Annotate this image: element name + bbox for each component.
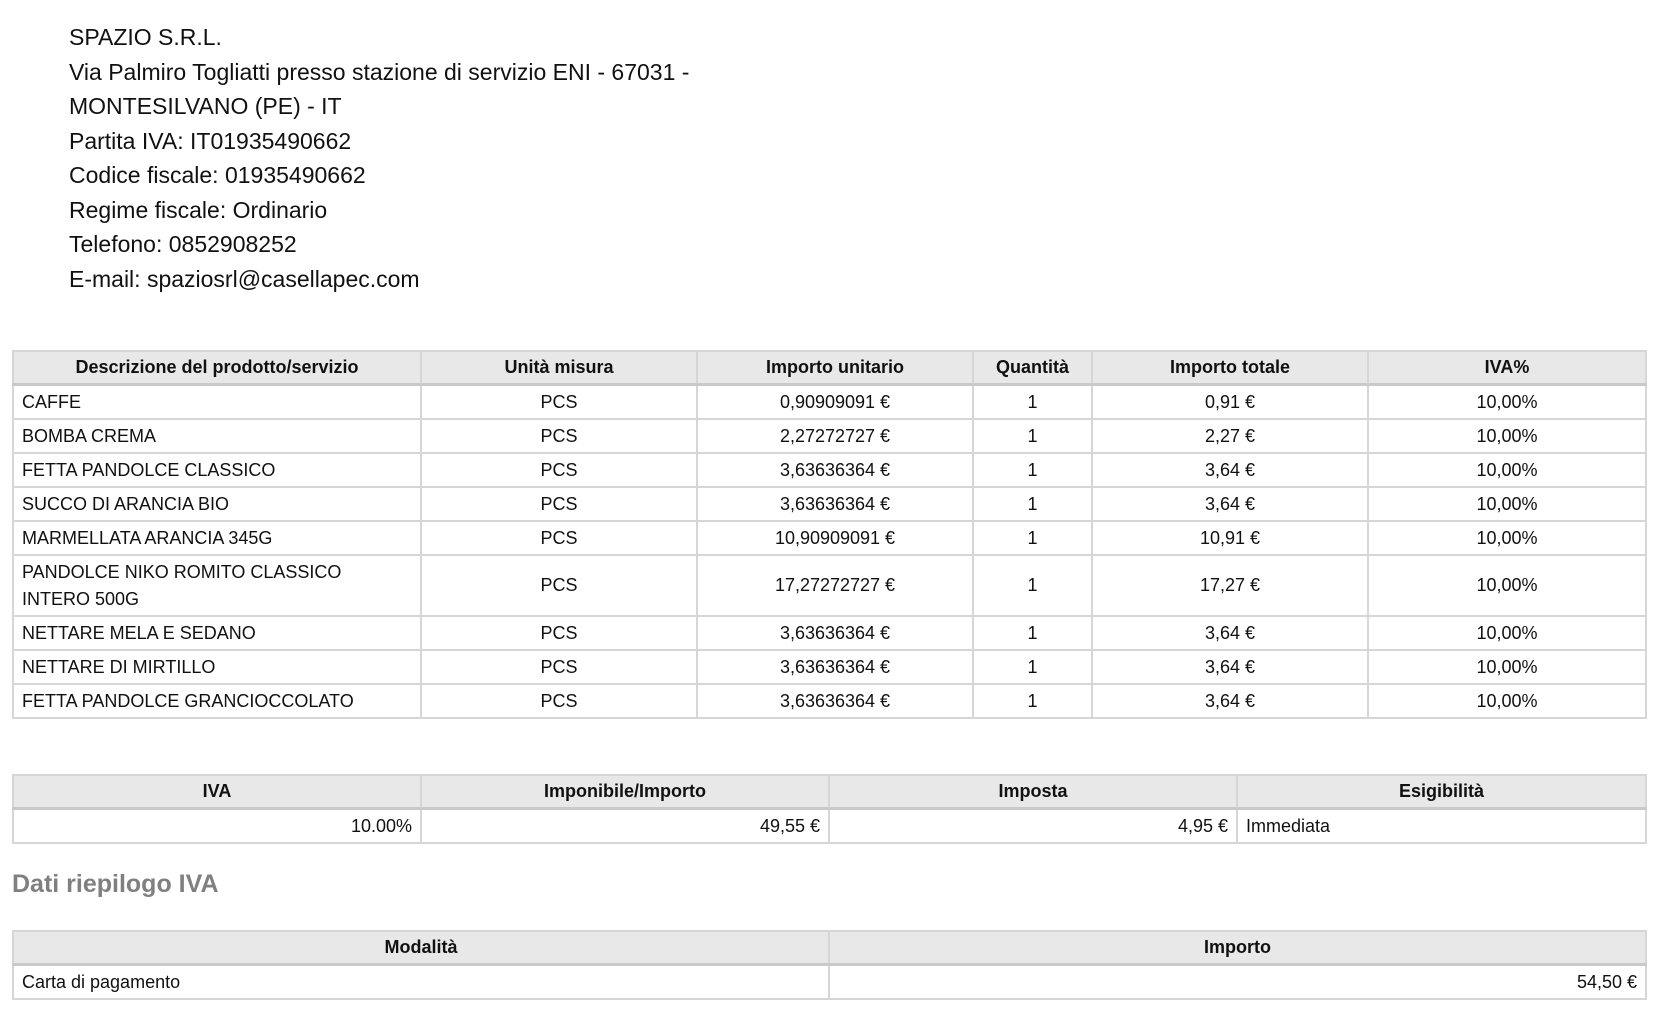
item-unit: PCS (421, 521, 697, 555)
vat-taxable: 49,55 € (421, 809, 829, 844)
column-header-total: Importo totale (1092, 351, 1368, 385)
table-row (13, 965, 1646, 1000)
item-vat: 10,00% (1368, 419, 1646, 453)
item-vat: 10,00% (1368, 555, 1646, 616)
section-title-vat-summary: Dati riepilogo IVA (12, 870, 219, 898)
item-unit-price: 3,63636364 € (697, 684, 973, 718)
item-unit-price: 3,63636364 € (697, 487, 973, 521)
item-description: PANDOLCE NIKO ROMITO CLASSICO INTERO 500G (13, 555, 421, 616)
vat-table (12, 774, 1647, 844)
supplier-tax-regime: Regime fiscale: Ordinario (69, 196, 328, 223)
item-unit-price: 3,63636364 € (697, 650, 973, 684)
item-unit-price: 3,63636364 € (697, 616, 973, 650)
item-vat: 10,00% (1368, 453, 1646, 487)
item-description: NETTARE DI MIRTILLO (13, 650, 421, 684)
item-quantity: 1 (973, 555, 1092, 616)
item-unit: PCS (421, 487, 697, 521)
payment-method: Carta di pagamento (13, 965, 829, 1000)
item-quantity: 1 (973, 385, 1092, 420)
column-header-payment-method: Modalità (13, 931, 829, 965)
item-description: MARMELLATA ARANCIA 345G (13, 521, 421, 555)
table-row (13, 419, 1646, 453)
item-unit-price: 3,63636364 € (697, 453, 973, 487)
item-description: FETTA PANDOLCE CLASSICO (13, 453, 421, 487)
item-description: FETTA PANDOLCE GRANCIOCCOLATO (13, 684, 421, 718)
item-vat: 10,00% (1368, 385, 1646, 420)
table-row (13, 616, 1646, 650)
item-unit: PCS (421, 555, 697, 616)
payment-header-row (13, 931, 1646, 965)
item-description: SUCCO DI ARANCIA BIO (13, 487, 421, 521)
item-total: 17,27 € (1092, 555, 1368, 616)
payment-table (12, 930, 1647, 1000)
item-quantity: 1 (973, 419, 1092, 453)
column-header-quantity: Quantità (973, 351, 1092, 385)
supplier-block (69, 20, 769, 296)
table-row (13, 555, 1646, 616)
table-row (13, 453, 1646, 487)
item-quantity: 1 (973, 521, 1092, 555)
item-unit-price: 17,27272727 € (697, 555, 973, 616)
item-total: 3,64 € (1092, 453, 1368, 487)
item-unit: PCS (421, 385, 697, 420)
supplier-vat-number: Partita IVA: IT01935490662 (69, 127, 352, 154)
item-unit: PCS (421, 616, 697, 650)
supplier-address: Via Palmiro Togliatti presso stazione di servizio ENI - 67031 - MONTESILVANO (PE) - IT (69, 58, 690, 119)
item-description: CAFFE (13, 385, 421, 420)
table-row (13, 650, 1646, 684)
item-total: 3,64 € (1092, 487, 1368, 521)
supplier-email: E-mail: spaziosrl@casellapec.com (69, 265, 420, 292)
column-header-taxable: Imponibile/Importo (421, 775, 829, 809)
payment-amount: 54,50 € (829, 965, 1646, 1000)
item-total: 3,64 € (1092, 650, 1368, 684)
table-row (13, 809, 1646, 844)
item-unit-price: 10,90909091 € (697, 521, 973, 555)
column-header-unit: Unità misura (421, 351, 697, 385)
supplier-name: SPAZIO S.R.L. (69, 24, 222, 50)
items-header-row (13, 351, 1646, 385)
supplier-phone: Telefono: 0852908252 (69, 231, 297, 257)
item-unit: PCS (421, 650, 697, 684)
item-description: BOMBA CREMA (13, 419, 421, 453)
item-vat: 10,00% (1368, 684, 1646, 718)
item-total: 10,91 € (1092, 521, 1368, 555)
item-quantity: 1 (973, 616, 1092, 650)
item-total: 3,64 € (1092, 616, 1368, 650)
item-description: NETTARE MELA E SEDANO (13, 616, 421, 650)
vat-header-row (13, 775, 1646, 809)
table-row (13, 684, 1646, 718)
item-unit: PCS (421, 684, 697, 718)
item-unit: PCS (421, 419, 697, 453)
column-header-tax: Imposta (829, 775, 1237, 809)
column-header-vat-rate: IVA (13, 775, 421, 809)
item-vat: 10,00% (1368, 487, 1646, 521)
vat-tax: 4,95 € (829, 809, 1237, 844)
column-header-vat: IVA% (1368, 351, 1646, 385)
item-vat: 10,00% (1368, 650, 1646, 684)
item-quantity: 1 (973, 487, 1092, 521)
item-unit-price: 2,27272727 € (697, 419, 973, 453)
item-total: 3,64 € (1092, 684, 1368, 718)
item-quantity: 1 (973, 453, 1092, 487)
item-unit-price: 0,90909091 € (697, 385, 973, 420)
item-quantity: 1 (973, 650, 1092, 684)
item-unit: PCS (421, 453, 697, 487)
table-row (13, 487, 1646, 521)
supplier-tax-code: Codice fiscale: 01935490662 (69, 162, 366, 188)
item-vat: 10,00% (1368, 521, 1646, 555)
item-quantity: 1 (973, 684, 1092, 718)
item-vat: 10,00% (1368, 616, 1646, 650)
column-header-unit-price: Importo unitario (697, 351, 973, 385)
item-total: 0,91 € (1092, 385, 1368, 420)
table-row (13, 521, 1646, 555)
table-row (13, 385, 1646, 420)
column-header-payment-amount: Importo (829, 931, 1646, 965)
column-header-chargeability: Esigibilità (1237, 775, 1646, 809)
item-total: 2,27 € (1092, 419, 1368, 453)
items-table (12, 350, 1647, 719)
vat-chargeability: Immediata (1237, 809, 1646, 844)
vat-rate: 10.00% (13, 809, 421, 844)
column-header-description: Descrizione del prodotto/servizio (13, 351, 421, 385)
